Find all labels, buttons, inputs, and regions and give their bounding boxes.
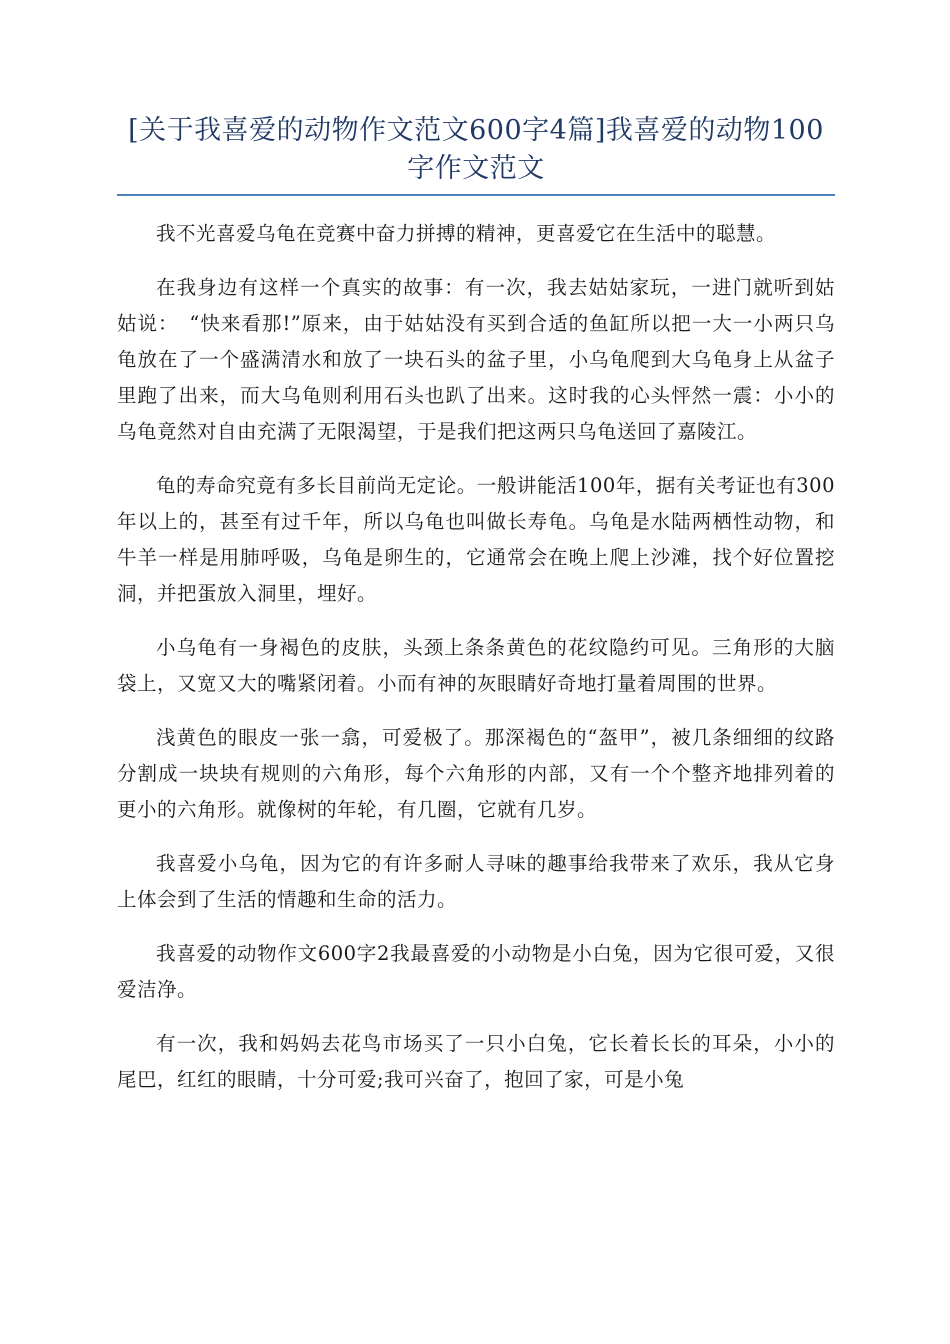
paragraph: 在我身边有这样一个真实的故事：有一次，我去姑姑家玩，一进门就听到姑姑说： “快来看那!”原来，由于姑姑没有买到合适的鱼缸所以把一大一小两只乌龟放在了一个盛满清水和放了一块石头的盆子里，小乌龟爬到大乌龟身上从盆子里跑了出来，而大乌龟则利用石头也趴了出来。这时我的心头怦然一震：小小的乌龟竟然对自由充满了无限渴望，于是我们把这两只乌龟送回了嘉陵江。 — [117, 276, 835, 443]
document-title: [关于我喜爱的动物作文范文600字4篇]我喜爱的动物100字作文范文 — [128, 115, 824, 184]
paragraph: 我不光喜爱乌龟在竞赛中奋力拼搏的精神，更喜爱它在生活中的聪慧。 — [156, 222, 777, 245]
paragraph: 我喜爱小乌龟，因为它的有许多耐人寻味的趣事给我带来了欢乐，我从它身上体会到了生活的情趣和生命的活力。 — [117, 852, 835, 911]
paragraph: 小乌龟有一身褐色的皮肤，头颈上条条黄色的花纹隐约可见。三角形的大脑袋上，又宽又大的嘴紧闭着。小而有神的灰眼睛好奇地打量着周围的世界。 — [117, 636, 835, 695]
paragraph: 龟的寿命究竟有多长目前尚无定论。一般讲能活100年，据有关考证也有300年以上的，甚至有过千年，所以乌龟也叫做长寿龟。乌龟是水陆两栖性动物，和牛羊一样是用肺呼吸，乌龟是卵生的，它通常会在晚上爬上沙滩，找个好位置挖洞，并把蛋放入洞里，埋好。 — [117, 474, 835, 605]
document-page — [117, 112, 835, 1116]
paragraph: 有一次，我和妈妈去花鸟市场买了一只小白兔，它长着长长的耳朵，小小的尾巴，红红的眼睛，十分可爱;我可兴奋了，抱回了家，可是小兔 — [117, 1032, 835, 1091]
document-body — [117, 216, 835, 1098]
title-underline — [117, 194, 835, 196]
paragraph: 我喜爱的动物作文600字2我最喜爱的小动物是小白兔，因为它很可爱，又很爱洁净。 — [117, 942, 835, 1001]
paragraph: 浅黄色的眼皮一张一翕，可爱极了。那深褐色的“盔甲”，被几条细细的纹路分割成一块块有规则的六角形，每个六角形的内部，又有一个个整齐地排列着的更小的六角形。就像树的年轮，有几圈，它就有几岁。 — [117, 726, 835, 821]
